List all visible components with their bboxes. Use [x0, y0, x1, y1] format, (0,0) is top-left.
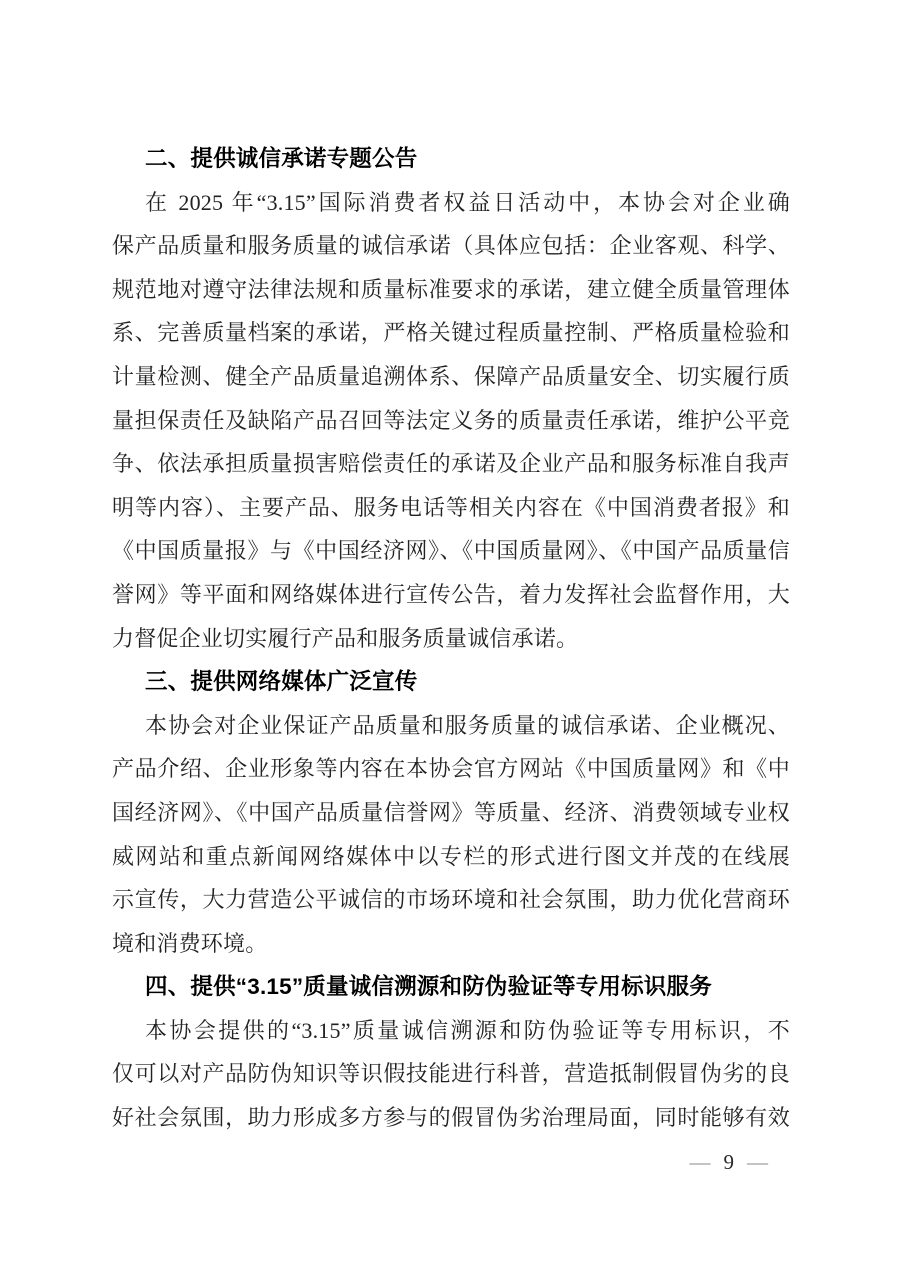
text-line: 《中国质量报》与《中国经济网》、《中国质量网》、《中国产品质量信 [112, 538, 790, 564]
text-line: 力督促企业切实履行产品和服务质量诚信承诺。 [112, 625, 579, 651]
page-number [690, 1147, 769, 1177]
text-line: 威网站和重点新闻网络媒体中以专栏的形式进行图文并茂的在线展 [112, 843, 790, 869]
page-number-dash-left: — [689, 1150, 711, 1174]
text-line: 计量检测、健全产品质量追溯体系、保障产品质量安全、切实履行质 [112, 363, 790, 389]
document-body [112, 137, 790, 1140]
text-line: 明等内容）、主要产品、服务电话等相关内容在《中国消费者报》和 [112, 494, 790, 520]
text-line: 仅可以对产品防伪知识等识假技能进行科普，营造抵制假冒伪劣的良 [112, 1061, 790, 1087]
page-number-value: 9 [723, 1150, 734, 1174]
text-line: 量担保责任及缺陷产品召回等法定义务的质量责任承诺，维护公平竞 [112, 407, 790, 433]
text-line: 好社会氛围，助力形成多方参与的假冒伪劣治理局面，同时能够有效 [112, 1105, 790, 1131]
text-line: 本协会提供的“3.15”质量诚信溯源和防伪验证等专用标识，不 [145, 1017, 790, 1043]
text-line: 示宣传，大力营造公平诚信的市场环境和社会氛围，助力优化营商环 [112, 887, 790, 913]
text-line: 保产品质量和服务质量的诚信承诺（具体应包括：企业客观、科学、 [112, 233, 790, 259]
text-line: 誉网》等平面和网络媒体进行宣传公告，着力发挥社会监督作用，大 [112, 581, 790, 607]
page-number-dash-right: — [747, 1150, 768, 1174]
text-line: 规范地对遵守法律法规和质量标准要求的承诺，建立健全质量管理体 [112, 276, 790, 302]
section-heading: 三、提供网络媒体广泛宣传 [145, 669, 418, 695]
text-line: 国经济网》、《中国产品质量信誉网》等质量、经济、消费领域专业权 [112, 799, 790, 825]
text-line: 境和消费环境。 [112, 930, 268, 956]
text-line: 产品介绍、企业形象等内容在本协会官方网站《中国质量网》和《中 [112, 756, 790, 782]
text-line: 在 2025 年“3.15”国际消费者权益日活动中，本协会对企业确 [145, 189, 790, 215]
text-line: 系、完善质量档案的承诺，严格关键过程质量控制、严格质量检验和 [112, 320, 790, 346]
text-line: 争、依法承担质量损害赔偿责任的承诺及企业产品和服务标准自我声 [112, 451, 790, 477]
section-heading: 四、提供“3.15”质量诚信溯源和防伪验证等专用标识服务 [145, 974, 712, 1000]
section-heading: 二、提供诚信承诺专题公告 [145, 146, 418, 171]
text-line: 本协会对企业保证产品质量和服务质量的诚信承诺、企业概况、 [145, 712, 790, 738]
